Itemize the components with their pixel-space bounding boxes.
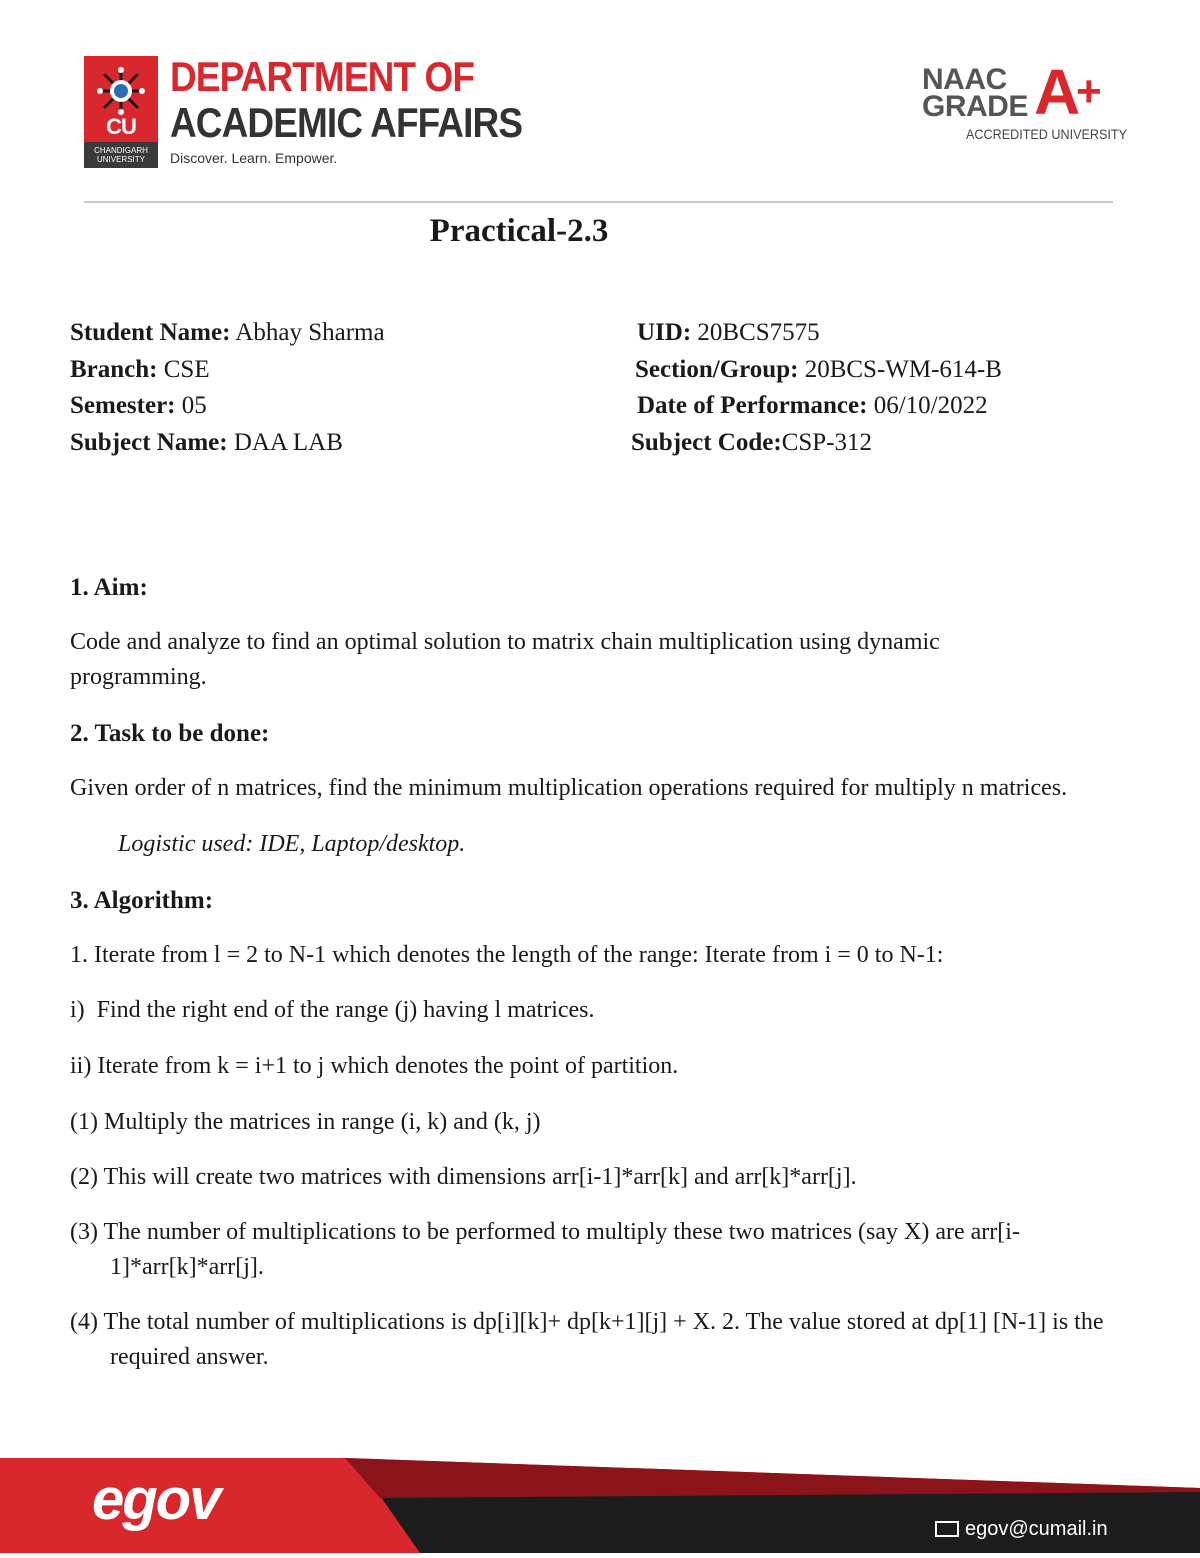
- date-label: Date of Performance:: [637, 392, 868, 419]
- semester-value: 05: [175, 392, 207, 419]
- naac-accredited-text: ACCREDITED UNIVERSITY: [966, 126, 1128, 142]
- naac-word: NAAC: [922, 63, 1007, 96]
- page-header: [0, 0, 1200, 200]
- page-footer: [0, 1458, 1200, 1553]
- tagline: Discover. Learn. Empower.: [170, 150, 338, 166]
- naac-grade-plus: +: [1076, 67, 1102, 116]
- naac-grade-word: GRADE: [922, 90, 1028, 123]
- naac-grade-letter: A: [1034, 56, 1081, 128]
- subject-code-row: [631, 428, 872, 458]
- algorithm-step: (3) The number of multiplications to be performed to multiply these two matrices (say X) are arr[i-1]*arr[k]*arr[j].: [70, 1219, 1020, 1280]
- page-title: Practical-2.3: [429, 213, 609, 249]
- date-row: [637, 391, 988, 421]
- subject-name-value: DAA LAB: [227, 429, 343, 456]
- task-heading: 2. Task to be done:: [70, 720, 270, 747]
- branch-value: CSE: [157, 356, 210, 383]
- naac-badge: [922, 56, 1128, 146]
- student-name-value: Abhay Sharma: [230, 319, 385, 346]
- section-label: Section/Group:: [635, 356, 799, 383]
- cu-logo: [84, 56, 158, 168]
- algorithm-heading: 3. Algorithm:: [70, 887, 214, 914]
- department-title-line1: DEPARTMENT OF: [170, 53, 475, 100]
- algorithm-step: 1. Iterate from l = 2 to N-1 which denotes the length of the range: Iterate from i = 0 to N-1:: [70, 942, 944, 968]
- logistic-text: Logistic used: IDE, Laptop/desktop.: [118, 831, 466, 857]
- subject-name-row: [70, 428, 343, 458]
- uid-row: [637, 318, 820, 348]
- subject-name-label: Subject Name:: [70, 429, 228, 456]
- section-row: [635, 355, 1002, 385]
- algorithm-step: (2) This will create two matrices with dimensions arr[i-1]*arr[k] and arr[k]*arr[j].: [70, 1164, 857, 1190]
- semester-row: [70, 391, 207, 421]
- algorithm-step: i) Find the right end of the range (j) having l matrices.: [70, 997, 595, 1023]
- email-text: egov@cumail.in: [965, 1518, 1108, 1540]
- uid-value: 20BCS7575: [691, 319, 820, 346]
- task-text: Given order of n matrices, find the minimum multiplication operations required for multiply n matrices.: [70, 775, 1068, 801]
- header-divider: [84, 201, 1113, 203]
- snowflake-emblem-icon: [94, 64, 148, 118]
- logo-cu-text: CU: [106, 114, 136, 139]
- branch-row: [70, 355, 210, 385]
- algorithm-step: (4) The total number of multiplications is dp[i][k]+ dp[k+1][j] + X. 2. The value stored at dp[1] [N-1] is the required answer.: [70, 1309, 1104, 1370]
- logo-sub-line2: UNIVERSITY: [96, 155, 145, 164]
- mail-icon: [935, 1521, 959, 1537]
- semester-label: Semester:: [70, 392, 176, 419]
- student-name-row: [70, 318, 385, 348]
- algorithm-step: (1) Multiply the matrices in range (i, k) and (k, j): [70, 1109, 541, 1135]
- logo-university-text: [84, 142, 158, 168]
- branch-label: Branch:: [70, 356, 158, 383]
- date-value: 06/10/2022: [867, 392, 988, 419]
- student-name-label: Student Name:: [70, 319, 231, 346]
- document-body: [70, 570, 1130, 1375]
- footer-email[interactable]: [935, 1518, 1108, 1541]
- aim-text: Code and analyze to find an optimal solution to matrix chain multiplication using dynamic programming.: [70, 629, 940, 690]
- uid-label: UID:: [637, 319, 692, 346]
- subject-code-label: Subject Code:: [631, 429, 782, 456]
- subject-code-value: CSP-312: [781, 429, 872, 456]
- egov-logo: egov: [92, 1467, 220, 1532]
- aim-heading: 1. Aim:: [70, 574, 148, 601]
- department-title-line2: ACADEMIC AFFAIRS: [170, 99, 523, 146]
- logo-sub-line1: CHANDIGARH: [94, 146, 148, 155]
- section-value: 20BCS-WM-614-B: [798, 356, 1002, 383]
- algorithm-step: ii) Iterate from k = i+1 to j which denotes the point of partition.: [70, 1053, 679, 1079]
